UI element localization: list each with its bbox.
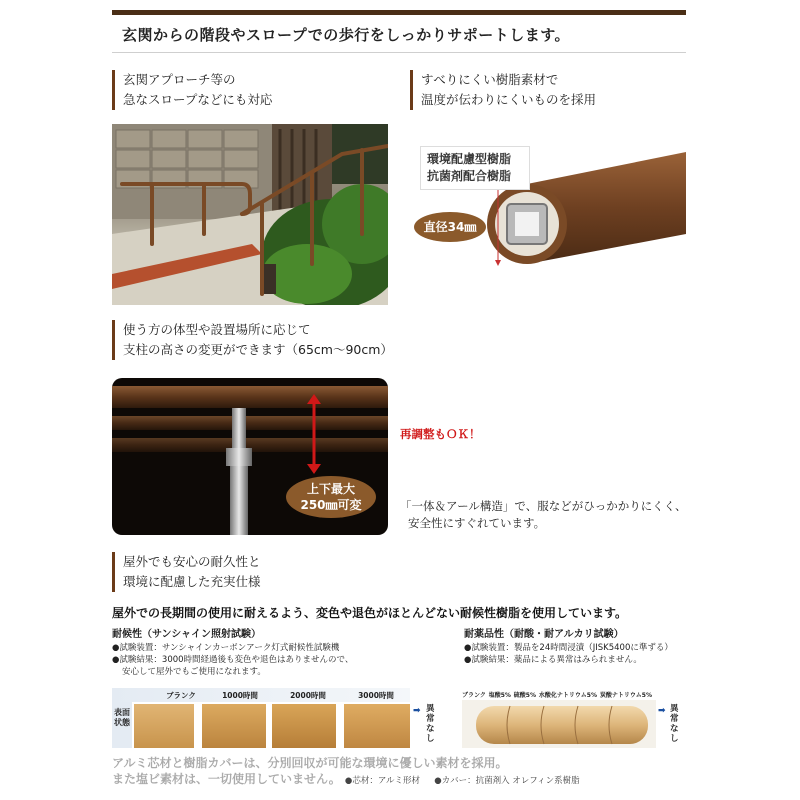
chemical-test-title: 耐薬品性（耐酸・耐アルカリ試験） (464, 629, 624, 640)
chemical-samples-illustration (462, 700, 656, 748)
weather-sample-blank (134, 704, 194, 748)
tube-material-label (420, 146, 530, 190)
chemical-samples-header (462, 690, 652, 699)
diameter-badge: 直径34㎜ (414, 212, 486, 242)
footer-note (112, 755, 580, 789)
section-material-line1: すべりにくい樹脂素材で (421, 72, 559, 87)
section-material-line2: 温度が伝わりにくいものを採用 (421, 92, 597, 107)
top-bar (112, 10, 686, 15)
tube-label-antibacterial: 抗菌剤配合樹脂 (427, 169, 512, 183)
weather-col-2000: 2000時間 (290, 691, 326, 700)
weather-test-result-cont: 安心して屋外でもご使用になれます。 (122, 667, 266, 677)
weather-test-result: ●試験結果：3000時間経過後も変色や退色はありませんので、 (112, 655, 354, 665)
weather-sample-3000 (344, 704, 410, 748)
chem-col-h2so4: 硫酸5% (513, 692, 536, 699)
weather-sample-1000 (202, 704, 266, 748)
page-headline: 玄関からの階段やスロープでの歩行をしっかりサポートします。 (122, 26, 571, 44)
divider (112, 52, 686, 53)
chem-col-blank: ブランク (462, 692, 486, 699)
weather-row-label: 表面状態 (112, 702, 132, 748)
adjust-badge-line2: 250㎜可変 (300, 498, 362, 512)
section-material-heading (410, 70, 596, 110)
adjust-badge-line1: 上下最大 (306, 482, 355, 496)
weather-col-1000: 1000時間 (222, 691, 258, 700)
weather-col-blank: ブランク (166, 691, 196, 700)
durability-banner: 屋外での長期間の使用に耐えるよう、変色や退色がほとんどない耐候性樹脂を使用しています。 (112, 606, 628, 620)
weather-test-device: ●試験装置：サンシャインカーボンアーク灯式耐候性試験機 (112, 643, 340, 653)
chemical-result: 異常なし (670, 704, 679, 744)
structure-note-line2: 安全性にすぐれています。 (408, 516, 546, 530)
footer-cover-material: ●カバー：抗菌剤入 オレフィン系樹脂 (434, 776, 580, 786)
footer-core-material: ●芯材：アルミ形材 (344, 776, 420, 786)
chemical-test-device: ●試験装置：製品を24時間浸漬（JISK5400に準ずる） (464, 643, 673, 653)
section-height-line2: 支柱の高さの変更ができます（65cm〜90cm） (123, 342, 393, 357)
weather-samples-panel (112, 688, 410, 748)
section-durability-heading (112, 552, 261, 592)
footer-line2-row (112, 771, 580, 789)
weather-test-bullets (112, 642, 353, 678)
chemical-test-bullets (464, 642, 673, 666)
slope-handrail-photo (112, 124, 388, 305)
chemical-arrow-icon: ➡ (658, 706, 666, 716)
chem-col-hcl: 塩酸5% (488, 692, 511, 699)
section-slope-line2: 急なスロープなどにも対応 (123, 92, 273, 107)
section-height-line1: 使う方の体型や設置場所に応じて (123, 322, 311, 337)
chemical-test-result: ●試験結果：薬品による異常はみられません。 (464, 655, 642, 665)
weather-sample-2000 (272, 704, 336, 748)
chem-col-na2co3: 炭酸ナトリウム5% (599, 692, 652, 699)
footer-line1: アルミ芯材と樹脂カバーは、分別回収が可能な環境に優しい素材を採用。 (112, 756, 508, 770)
chem-col-naoh: 水酸化ナトリウム5% (538, 692, 597, 699)
chemical-samples-panel (462, 700, 656, 748)
section-durability-line2: 環境に配慮した充実仕様 (123, 574, 261, 589)
adjust-range-badge (286, 476, 376, 518)
footer-line2: また塩ビ素材は、一切使用していません。 (112, 772, 341, 786)
weather-col-3000: 3000時間 (358, 691, 394, 700)
section-height-heading (112, 320, 393, 360)
structure-note-line1: 「一体＆アール構造」で、服などがひっかかりにくく、 (400, 499, 687, 513)
section-durability-line1: 屋外でも安心の耐久性と (123, 554, 261, 569)
weather-result: 異常なし (426, 704, 435, 744)
tube-label-eco: 環境配慮型樹脂 (427, 152, 512, 166)
weather-test-title: 耐候性（サンシャイン照射試験） (112, 629, 262, 640)
weather-arrow-icon: ➡ (413, 706, 421, 716)
section-slope-heading (112, 70, 272, 110)
section-slope-line1: 玄関アプローチ等の (123, 72, 236, 87)
readjust-note: 再調整もＯＫ！ (400, 427, 481, 441)
structure-note (400, 498, 686, 532)
slope-handrail-illustration (112, 124, 388, 305)
